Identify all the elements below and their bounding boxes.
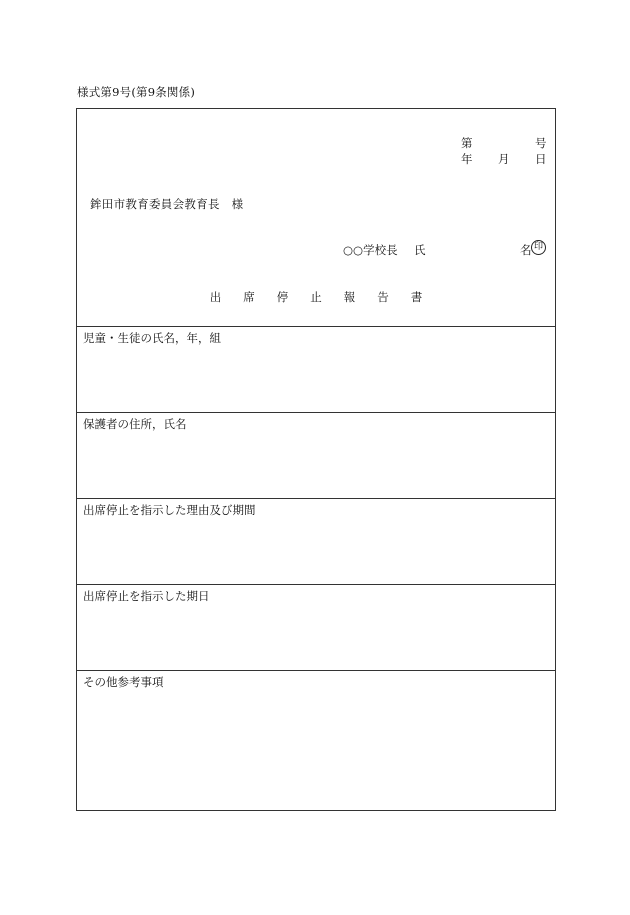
reason-period-field[interactable]	[77, 499, 555, 585]
addressee: 鉾田市教育委員会教育長 様	[90, 197, 244, 211]
instructed-date-field[interactable]	[77, 585, 555, 671]
other-notes-field[interactable]	[77, 671, 555, 810]
form-number-label: 様式第9号(第9条関係)	[77, 85, 196, 99]
seal-stamp-icon: 印	[531, 240, 546, 255]
instructed-date-field-label: 出席停止を指示した期日	[83, 589, 210, 603]
other-notes-field-label: その他参考事項	[83, 675, 164, 689]
guardian-field-label: 保護者の住所，氏名	[83, 417, 187, 431]
sender-name-label-first: 氏	[414, 243, 426, 257]
report-form	[76, 108, 556, 811]
report-title: 出席停止報告書	[209, 290, 445, 304]
sender-name-label-second: 名	[520, 243, 532, 257]
date-month-label: 月	[498, 152, 510, 166]
doc-number-prefix: 第	[461, 136, 473, 150]
date-year-label: 年	[461, 152, 473, 166]
guardian-field[interactable]	[77, 413, 555, 499]
reason-period-field-label: 出席停止を指示した理由及び期間	[83, 503, 256, 517]
student-field-label: 児童・生徒の氏名，年，組	[83, 331, 221, 345]
sender-title: ○○学校長	[343, 243, 398, 257]
date-day-label: 日	[535, 152, 547, 166]
student-field[interactable]	[77, 327, 555, 413]
form-header	[77, 109, 555, 327]
doc-number-suffix: 号	[535, 136, 547, 150]
